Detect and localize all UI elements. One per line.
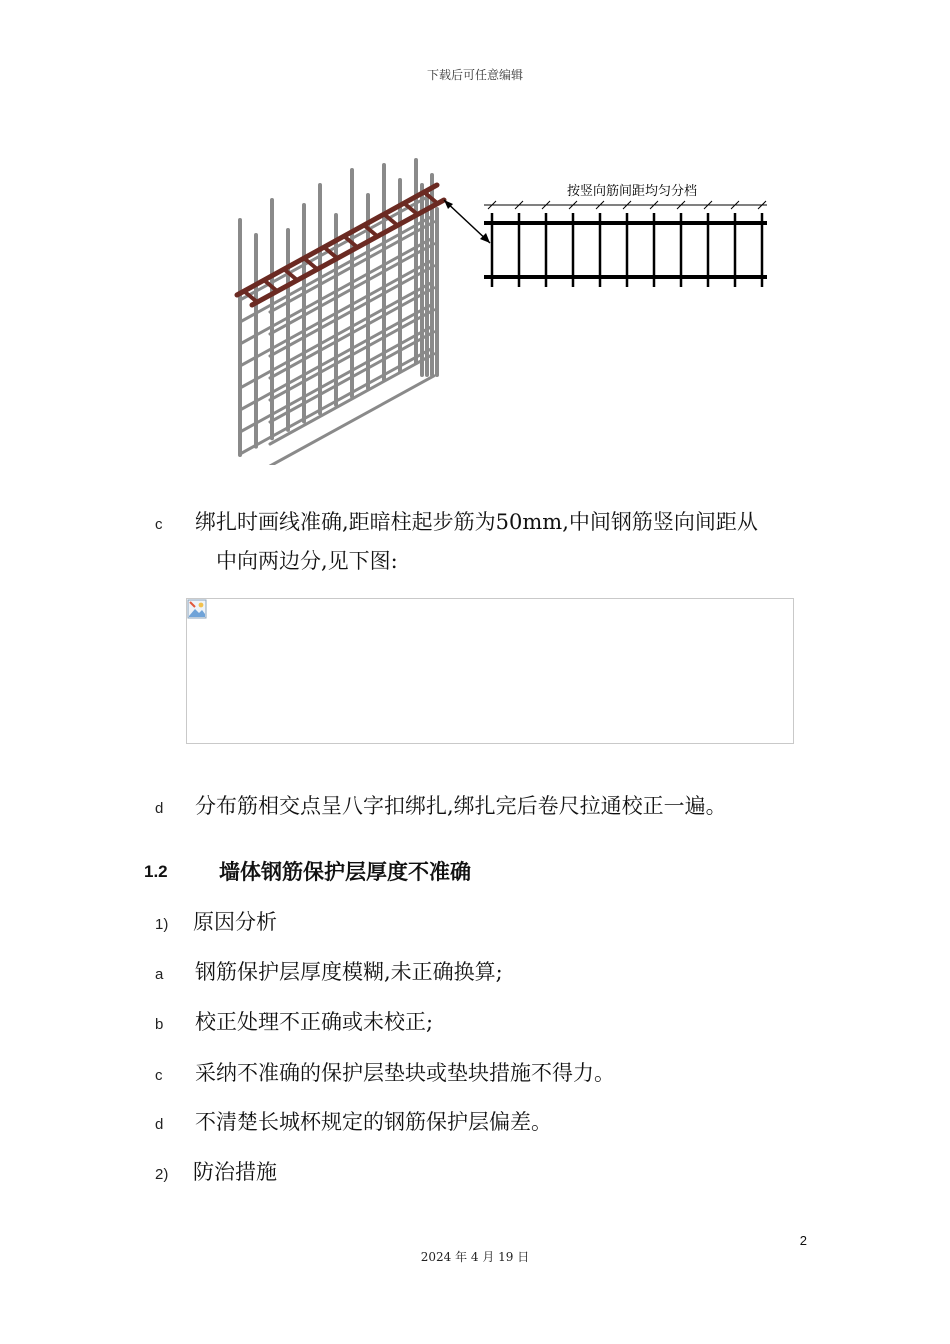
reason-b-text: 校正处理不正确或未校正;: [195, 1010, 434, 1034]
section-title: 墙体钢筋保护层厚度不准确: [219, 859, 471, 884]
pointer-arrow: [444, 200, 490, 243]
page-header: 下载后可任意编辑: [426, 68, 523, 82]
section-number: 1.2: [144, 862, 168, 881]
list-marker-d: d: [155, 800, 164, 817]
sub-heading-cause-analysis: 原因分析: [193, 910, 277, 934]
reason-marker-a: a: [155, 966, 164, 983]
broken-image-icon: [187, 599, 207, 619]
item-c-line1: 绑扎时画线准确,距暗柱起步筋为50mm,中间钢筋竖向间距从: [195, 510, 758, 534]
page-footer-date: 2024 年 4 月 19 日: [420, 1250, 530, 1264]
sub-heading-prevention: 防治措施: [193, 1160, 277, 1184]
rebar-cage-3d: [237, 160, 444, 465]
spacing-detail-diagram: [484, 201, 767, 287]
reason-marker-d: d: [155, 1116, 164, 1133]
item-d-text: 分布筋相交点呈八字扣绑扎,绑扎完后卷尺拉通校正一遍。: [195, 794, 727, 818]
list-marker-c: c: [155, 516, 163, 533]
page-number: 2: [799, 1233, 807, 1248]
broken-image-placeholder: [186, 598, 794, 744]
item-c-line2: 中向两边分,见下图:: [216, 549, 398, 573]
reason-d-text: 不清楚长城杯规定的钢筋保护层偏差。: [195, 1110, 552, 1134]
sub-marker-1: 1): [155, 916, 169, 933]
reason-marker-c: c: [155, 1067, 163, 1084]
reason-marker-b: b: [155, 1016, 164, 1033]
reason-a-text: 钢筋保护层厚度模糊,未正确换算;: [195, 960, 503, 984]
sub-marker-2: 2): [155, 1166, 169, 1183]
rebar-cage-figure: [222, 125, 782, 465]
figure-caption: 按竖向筋间距均匀分档: [566, 184, 698, 199]
reason-c-text: 采纳不准确的保护层垫块或垫块措施不得力。: [195, 1061, 615, 1085]
